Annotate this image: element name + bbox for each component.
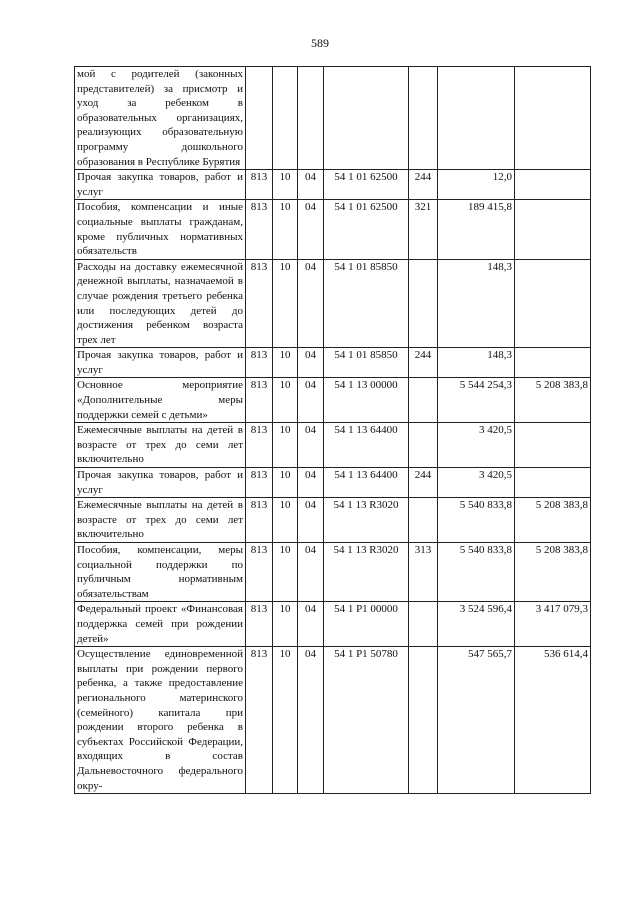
cell-subsection: 04 [298, 378, 324, 423]
cell-admin-code: 813 [246, 498, 273, 543]
cell-name: Ежемесячные выплаты на детей в возрасте от трех до семи лет включительно [75, 423, 246, 468]
table-row [75, 200, 591, 259]
cell-name: Осуществление единовременной выплаты при рождении первого ребенка, а также предоставление регионального материнского (семейного) капитала при рождении второго ребенка в субъектах Российской Федерации, входящих в состав Дальневосточного федерального окру- [75, 647, 246, 794]
cell-section [273, 67, 298, 170]
cell-name: Пособия, компенсации, меры социальной поддержки по публичным нормативным обязательствам [75, 543, 246, 602]
cell-admin-code: 813 [246, 602, 273, 647]
cell-sum-year-2: 5 208 383,8 [515, 378, 591, 423]
cell-name: Прочая закупка товаров, работ и услуг [75, 468, 246, 498]
table-row [75, 378, 591, 423]
table-row [75, 647, 591, 794]
cell-admin-code [246, 67, 273, 170]
cell-sum-year-1: 547 565,7 [438, 647, 515, 794]
cell-target-article: 54 1 13 00000 [324, 378, 409, 423]
cell-sum-year-1: 189 415,8 [438, 200, 515, 259]
cell-section: 10 [273, 259, 298, 348]
table-row [75, 348, 591, 378]
cell-sum-year-1: 5 540 833,8 [438, 498, 515, 543]
table-row [75, 170, 591, 200]
budget-table-body [75, 67, 591, 794]
cell-section: 10 [273, 647, 298, 794]
cell-target-article [324, 67, 409, 170]
cell-expense-type [409, 67, 438, 170]
table-row [75, 602, 591, 647]
cell-sum-year-1: 12,0 [438, 170, 515, 200]
cell-target-article: 54 1 P1 00000 [324, 602, 409, 647]
cell-target-article: 54 1 01 62500 [324, 170, 409, 200]
cell-sum-year-2: 5 208 383,8 [515, 498, 591, 543]
cell-sum-year-2 [515, 170, 591, 200]
cell-subsection: 04 [298, 498, 324, 543]
cell-expense-type: 244 [409, 170, 438, 200]
cell-sum-year-1: 148,3 [438, 348, 515, 378]
cell-admin-code: 813 [246, 468, 273, 498]
cell-expense-type: 244 [409, 468, 438, 498]
cell-sum-year-1: 148,3 [438, 259, 515, 348]
cell-sum-year-2 [515, 200, 591, 259]
cell-section: 10 [273, 348, 298, 378]
cell-expense-type: 244 [409, 348, 438, 378]
cell-target-article: 54 1 01 85850 [324, 259, 409, 348]
cell-target-article: 54 1 P1 50780 [324, 647, 409, 794]
budget-table [74, 66, 591, 794]
cell-sum-year-1: 5 540 833,8 [438, 543, 515, 602]
cell-section: 10 [273, 543, 298, 602]
cell-sum-year-2 [515, 468, 591, 498]
cell-target-article: 54 1 01 85850 [324, 348, 409, 378]
cell-admin-code: 813 [246, 259, 273, 348]
cell-admin-code: 813 [246, 200, 273, 259]
cell-target-article: 54 1 13 64400 [324, 468, 409, 498]
table-row [75, 259, 591, 348]
cell-sum-year-2 [515, 259, 591, 348]
cell-subsection: 04 [298, 468, 324, 498]
cell-section: 10 [273, 468, 298, 498]
cell-subsection: 04 [298, 200, 324, 259]
cell-subsection: 04 [298, 259, 324, 348]
table-row [75, 67, 591, 170]
cell-sum-year-1 [438, 67, 515, 170]
cell-admin-code: 813 [246, 543, 273, 602]
cell-subsection: 04 [298, 543, 324, 602]
cell-sum-year-1: 3 524 596,4 [438, 602, 515, 647]
cell-section: 10 [273, 378, 298, 423]
cell-target-article: 54 1 01 62500 [324, 200, 409, 259]
cell-admin-code: 813 [246, 647, 273, 794]
table-row [75, 468, 591, 498]
cell-sum-year-1: 3 420,5 [438, 468, 515, 498]
cell-admin-code: 813 [246, 170, 273, 200]
cell-expense-type [409, 602, 438, 647]
cell-target-article: 54 1 13 R3020 [324, 498, 409, 543]
cell-section: 10 [273, 498, 298, 543]
cell-target-article: 54 1 13 R3020 [324, 543, 409, 602]
cell-sum-year-1: 3 420,5 [438, 423, 515, 468]
cell-name: Ежемесячные выплаты на детей в возрасте от трех до семи лет включительно [75, 498, 246, 543]
cell-section: 10 [273, 602, 298, 647]
cell-expense-type: 321 [409, 200, 438, 259]
cell-sum-year-2: 536 614,4 [515, 647, 591, 794]
cell-name: мой с родителей (законных представителей) за присмотр и уход за ребенком в образовательных организациях, реализующих образовательную программу дошкольного образования в Республике Бурятия [75, 67, 246, 170]
cell-sum-year-2 [515, 67, 591, 170]
cell-sum-year-2 [515, 348, 591, 378]
cell-section: 10 [273, 170, 298, 200]
cell-target-article: 54 1 13 64400 [324, 423, 409, 468]
cell-subsection [298, 67, 324, 170]
cell-expense-type [409, 378, 438, 423]
cell-subsection: 04 [298, 423, 324, 468]
cell-expense-type: 313 [409, 543, 438, 602]
cell-sum-year-1: 5 544 254,3 [438, 378, 515, 423]
cell-expense-type [409, 259, 438, 348]
cell-name: Прочая закупка товаров, работ и услуг [75, 170, 246, 200]
cell-admin-code: 813 [246, 423, 273, 468]
cell-name: Федеральный проект «Финансовая поддержка семей при рождении детей» [75, 602, 246, 647]
cell-subsection: 04 [298, 170, 324, 200]
cell-sum-year-2 [515, 423, 591, 468]
cell-sum-year-2: 5 208 383,8 [515, 543, 591, 602]
cell-subsection: 04 [298, 348, 324, 378]
cell-name: Расходы на доставку ежемесячной денежной выплаты, назначаемой в случае рождения третьего ребенка или последующих детей до достижения ребенком возраста трех лет [75, 259, 246, 348]
cell-name: Основное мероприятие «Дополнительные меры поддержки семей с детьми» [75, 378, 246, 423]
cell-name: Пособия, компенсации и иные социальные выплаты гражданам, кроме публичных нормативных обязательств [75, 200, 246, 259]
cell-expense-type [409, 423, 438, 468]
cell-admin-code: 813 [246, 378, 273, 423]
cell-admin-code: 813 [246, 348, 273, 378]
cell-sum-year-2: 3 417 079,3 [515, 602, 591, 647]
cell-section: 10 [273, 200, 298, 259]
table-row [75, 543, 591, 602]
cell-expense-type [409, 498, 438, 543]
cell-section: 10 [273, 423, 298, 468]
cell-expense-type [409, 647, 438, 794]
table-row [75, 498, 591, 543]
cell-subsection: 04 [298, 647, 324, 794]
cell-name: Прочая закупка товаров, работ и услуг [75, 348, 246, 378]
page-number: 589 [311, 36, 329, 50]
table-row [75, 423, 591, 468]
cell-subsection: 04 [298, 602, 324, 647]
